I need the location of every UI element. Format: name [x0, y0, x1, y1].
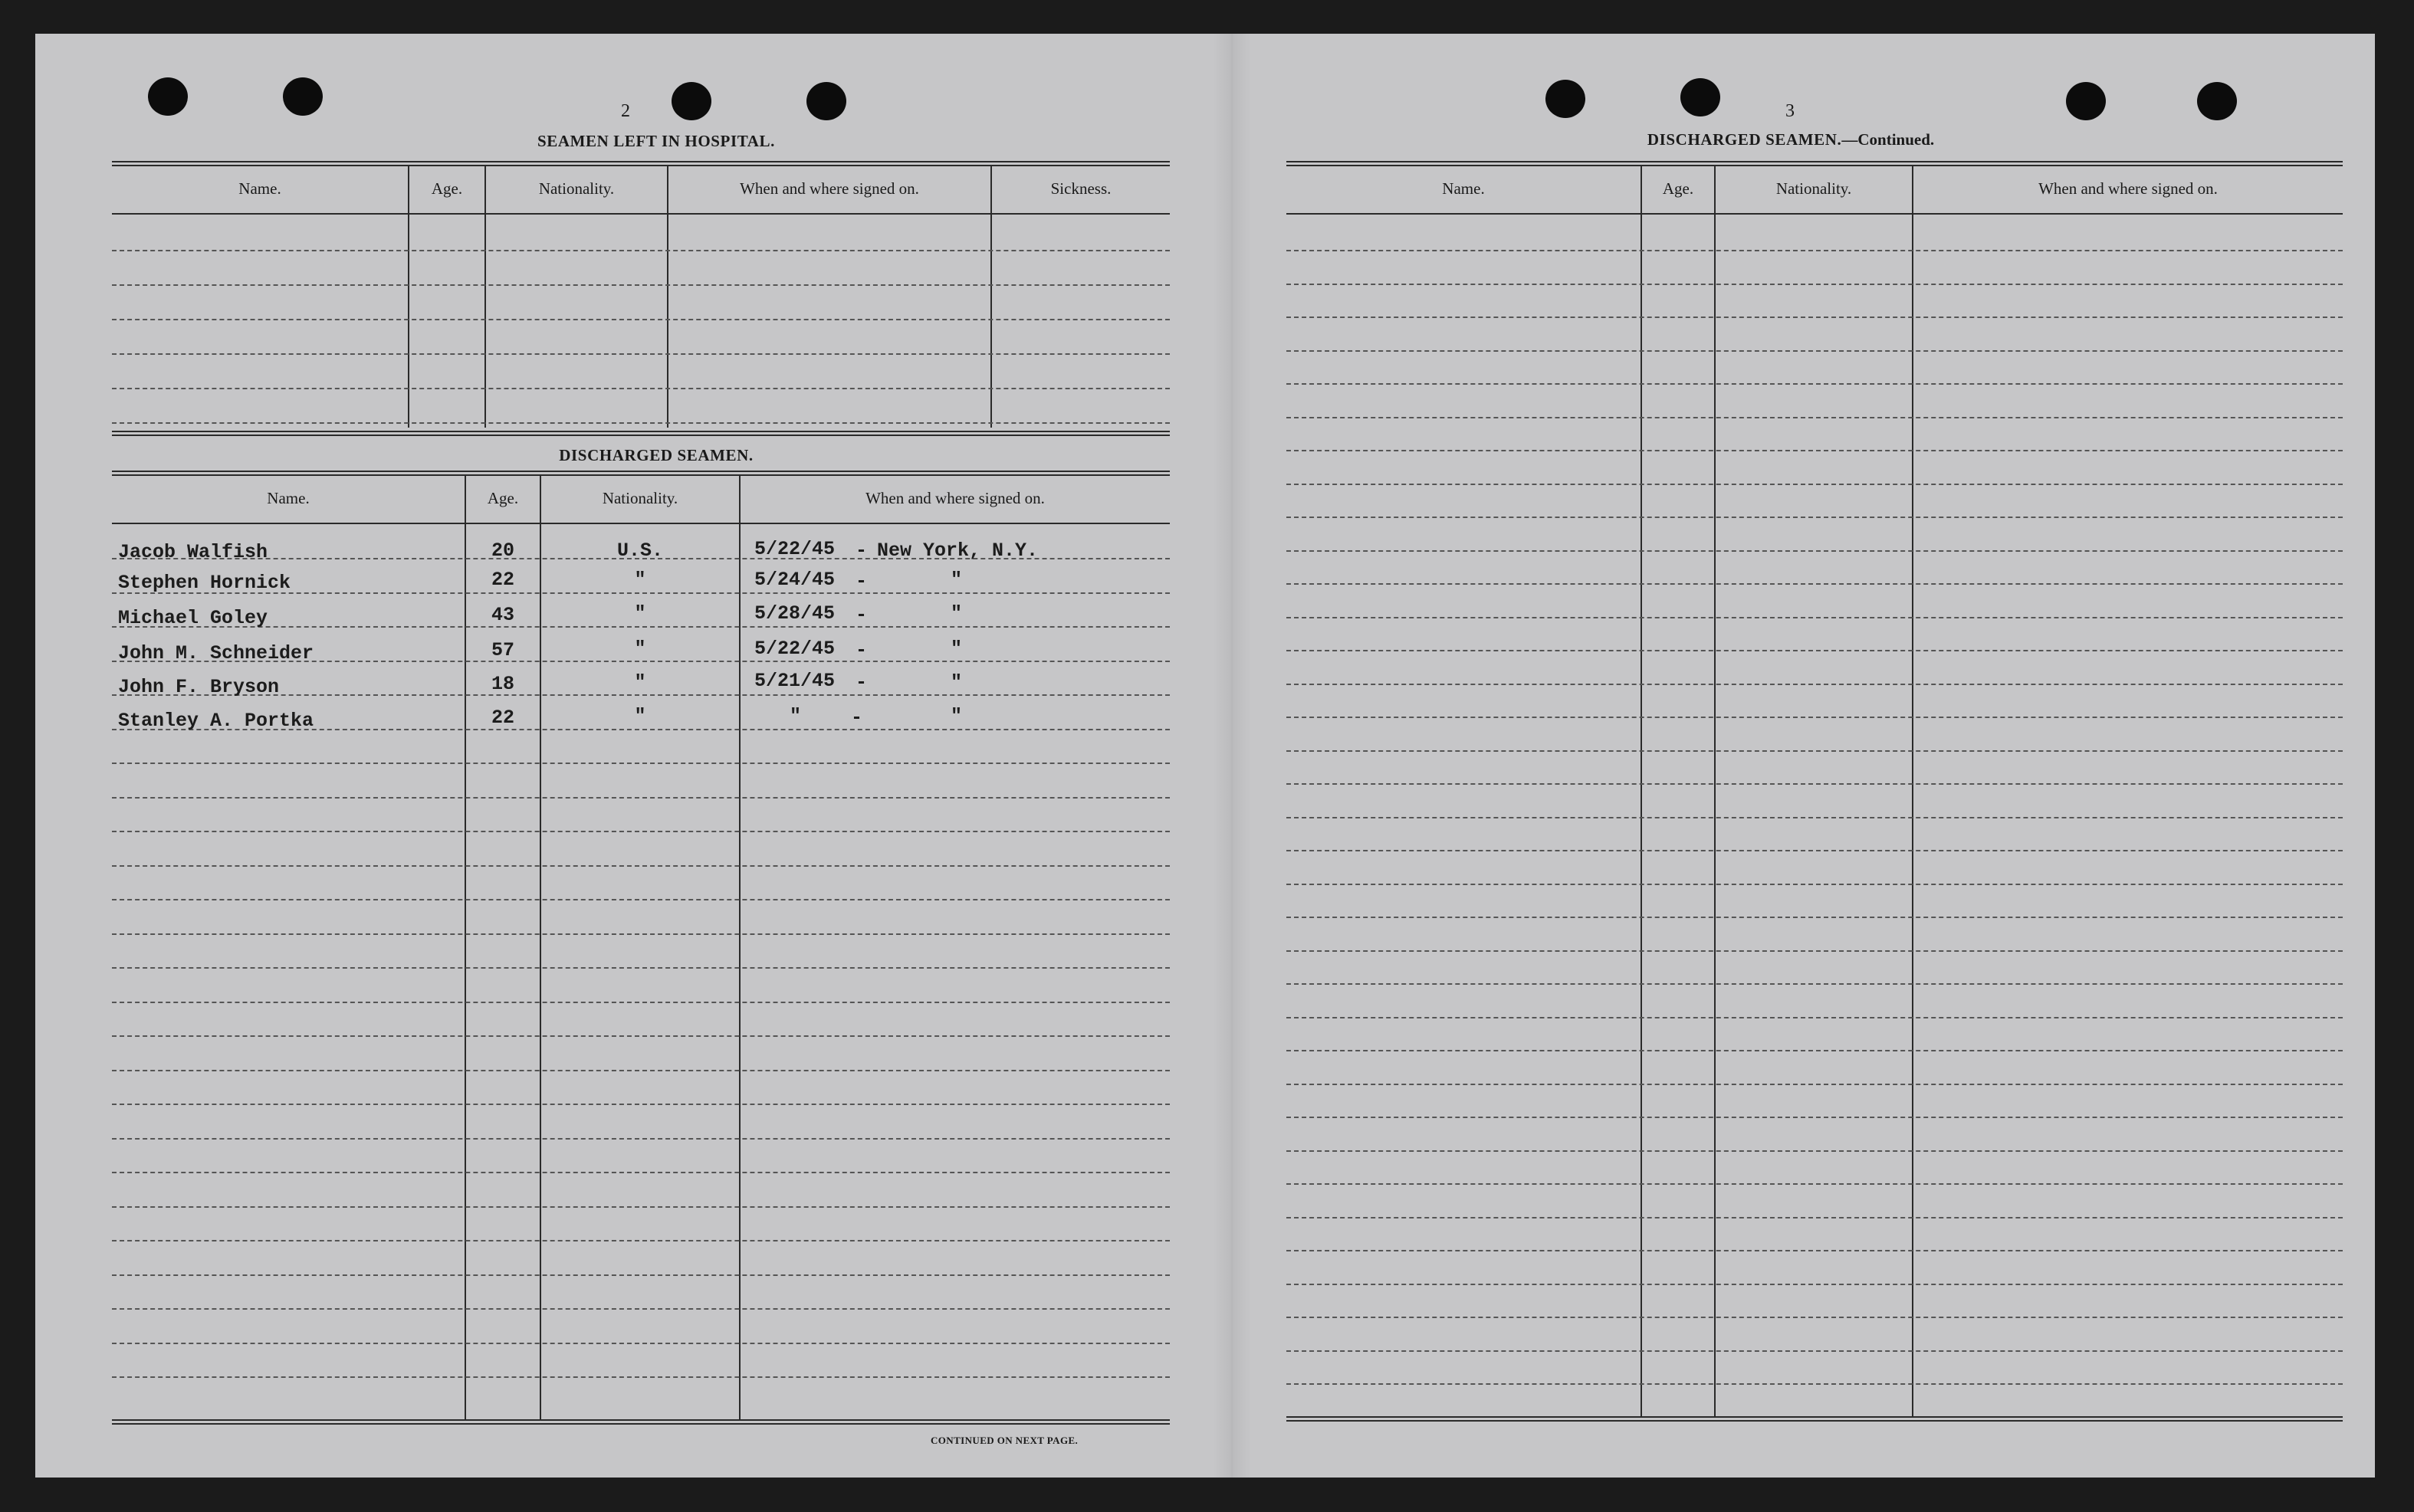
entry-place: New York, N.Y.: [877, 540, 1039, 562]
ruled-line: [112, 1240, 1170, 1241]
ruled-line: [1286, 484, 2343, 485]
entry-separator: -: [856, 604, 868, 626]
ruled-line: [1286, 817, 2343, 818]
punch-hole: [2066, 82, 2106, 120]
right-header-name: Name.: [1442, 179, 1485, 198]
ruled-line: [112, 422, 1170, 424]
ruled-line: [1286, 450, 2343, 451]
ruled-line: [1286, 983, 2343, 985]
entry-name: John F. Bryson: [118, 676, 280, 698]
entry-place: ": [951, 569, 963, 591]
ruled-line: [112, 1274, 1170, 1276]
ruled-line: [112, 797, 1170, 799]
ruled-line: [1286, 617, 2343, 618]
ruled-line: [1286, 1117, 2343, 1118]
discharged-top-rule: [112, 471, 1170, 476]
ruled-line: [1286, 1084, 2343, 1085]
ruled-line: [112, 1343, 1170, 1344]
entry-age: 22: [491, 707, 514, 729]
entry-nationality: ": [634, 705, 646, 727]
hospital-bottom-rule: [112, 431, 1170, 436]
ruled-line: [112, 250, 1170, 251]
column-divider: [1641, 166, 1642, 1416]
column-divider: [1714, 166, 1716, 1416]
ruled-line: [112, 967, 1170, 969]
ruled-line: [1286, 1050, 2343, 1051]
ruled-line: [1286, 417, 2343, 418]
ruled-line: [112, 933, 1170, 935]
ruled-line: [1286, 850, 2343, 851]
entry-nationality: ": [634, 602, 646, 625]
entry-age: 43: [491, 604, 514, 626]
ruled-line: [1286, 517, 2343, 518]
right-header-nationality: Nationality.: [1775, 179, 1852, 198]
discharged-header-age: Age.: [487, 489, 519, 507]
discharged-header-signed-on: When and where signed on.: [865, 489, 1045, 507]
entry-name: Stanley A. Portka: [118, 710, 314, 732]
entry-separator: -: [856, 639, 868, 661]
ruled-line: [1286, 1284, 2343, 1285]
entry-place: ": [951, 671, 963, 694]
ruled-line: [112, 865, 1170, 867]
manifest-sheet: [35, 34, 2375, 1478]
entry-date: 5/24/45: [754, 569, 836, 591]
entry-place: ": [951, 705, 963, 727]
hospital-header-signed-on: When and where signed on.: [740, 179, 919, 198]
right-header-age: Age.: [1662, 179, 1694, 198]
entry-nationality: ": [634, 638, 646, 660]
hospital-top-rule: [112, 161, 1170, 166]
ruled-line: [1286, 1017, 2343, 1018]
entry-date: ": [790, 705, 802, 727]
ruled-line: [112, 1070, 1170, 1071]
discharged-section-title: DISCHARGED SEAMEN.: [559, 446, 754, 464]
ruled-line: [1286, 1350, 2343, 1352]
ruled-line: [1286, 750, 2343, 752]
hospital-header-age: Age.: [431, 179, 463, 198]
ruled-line: [1286, 917, 2343, 918]
ruled-line: [112, 831, 1170, 832]
ruled-line: [1286, 1317, 2343, 1318]
ruled-line: [112, 1206, 1170, 1208]
entry-separator: -: [851, 707, 863, 729]
ruled-line: [1286, 1150, 2343, 1152]
ruled-line: [1286, 684, 2343, 685]
hospital-section-title: SEAMEN LEFT IN HOSPITAL.: [537, 132, 776, 150]
ruled-line: [1286, 383, 2343, 385]
discharged-bottom-rule: [112, 1419, 1170, 1425]
ruled-line: [1286, 284, 2343, 285]
entry-separator: -: [856, 570, 868, 592]
discharged-header-name: Name.: [267, 489, 310, 507]
ruled-line: [1286, 583, 2343, 585]
entry-name: John M. Schneider: [118, 642, 314, 664]
entry-date: 5/22/45: [754, 638, 836, 660]
ruled-line: [112, 1035, 1170, 1037]
ruled-line: [1286, 650, 2343, 651]
ruled-line: [1286, 550, 2343, 552]
right-bottom-rule: [1286, 1416, 2343, 1422]
continued-section-title: [1591, 130, 1990, 149]
ruled-line: [1286, 350, 2343, 352]
ruled-line: [112, 388, 1170, 389]
discharged-header-rule: [112, 523, 1170, 524]
entry-date: 5/21/45: [754, 670, 836, 692]
entry-separator: -: [856, 671, 868, 694]
page-number-left: 2: [621, 101, 630, 121]
hospital-header-name: Name.: [238, 179, 281, 198]
ruled-line: [112, 1308, 1170, 1310]
ruled-line: [112, 626, 1170, 628]
entry-name: Jacob Walfish: [118, 541, 268, 563]
entry-nationality: ": [634, 569, 646, 591]
entry-separator: -: [856, 540, 868, 562]
column-divider: [1912, 166, 1913, 1416]
entry-age: 57: [491, 639, 514, 661]
ruled-line: [1286, 1250, 2343, 1251]
page-number-right: 3: [1785, 101, 1795, 121]
punch-hole: [148, 77, 188, 116]
entry-place: ": [951, 602, 963, 625]
entry-nationality: ": [634, 671, 646, 694]
ruled-line: [1286, 783, 2343, 785]
ruled-line: [112, 353, 1170, 355]
right-top-rule: [1286, 161, 2343, 166]
entry-age: 20: [491, 540, 514, 562]
hospital-header-sickness: Sickness.: [1050, 179, 1112, 198]
entry-date: 5/22/45: [754, 538, 836, 560]
entry-date: 5/28/45: [754, 602, 836, 625]
ruled-line: [112, 763, 1170, 764]
ruled-line: [112, 899, 1170, 900]
continued-note: CONTINUED ON NEXT PAGE.: [931, 1435, 1079, 1446]
entry-age: 18: [491, 673, 514, 695]
ruled-line: [1286, 717, 2343, 718]
punch-hole: [1545, 80, 1585, 118]
page-fold: [1213, 34, 1251, 1478]
entry-age: 22: [491, 569, 514, 591]
ruled-line: [112, 1376, 1170, 1378]
ruled-line: [112, 1104, 1170, 1105]
column-divider: [739, 475, 741, 1419]
continued-title-main: DISCHARGED SEAMEN.: [1647, 130, 1842, 149]
ruled-line: [112, 319, 1170, 320]
entry-nationality: U.S.: [616, 540, 663, 562]
ruled-line: [112, 1138, 1170, 1140]
punch-hole: [2197, 82, 2237, 120]
ruled-line: [112, 284, 1170, 286]
ruled-line: [1286, 950, 2343, 952]
ruled-line: [112, 1002, 1170, 1003]
entry-place: ": [951, 638, 963, 660]
ruled-line: [1286, 1183, 2343, 1185]
punch-hole: [1680, 78, 1720, 116]
ruled-line: [1286, 250, 2343, 251]
entry-name: Stephen Hornick: [118, 572, 291, 594]
ruled-line: [112, 1172, 1170, 1173]
ruled-line: [1286, 884, 2343, 885]
ruled-line: [1286, 317, 2343, 318]
punch-hole: [672, 82, 711, 120]
discharged-header-nationality: Nationality.: [602, 489, 678, 507]
punch-hole: [806, 82, 846, 120]
ruled-line: [1286, 1217, 2343, 1218]
ruled-line: [1286, 1383, 2343, 1385]
hospital-header-rule: [112, 213, 1170, 215]
right-header-rule: [1286, 213, 2343, 215]
right-header-signed-on: When and where signed on.: [2038, 179, 2218, 198]
continued-title-suffix: —Continued.: [1841, 130, 1935, 149]
punch-hole: [283, 77, 323, 116]
entry-name: Michael Goley: [118, 607, 268, 629]
hospital-header-nationality: Nationality.: [538, 179, 615, 198]
